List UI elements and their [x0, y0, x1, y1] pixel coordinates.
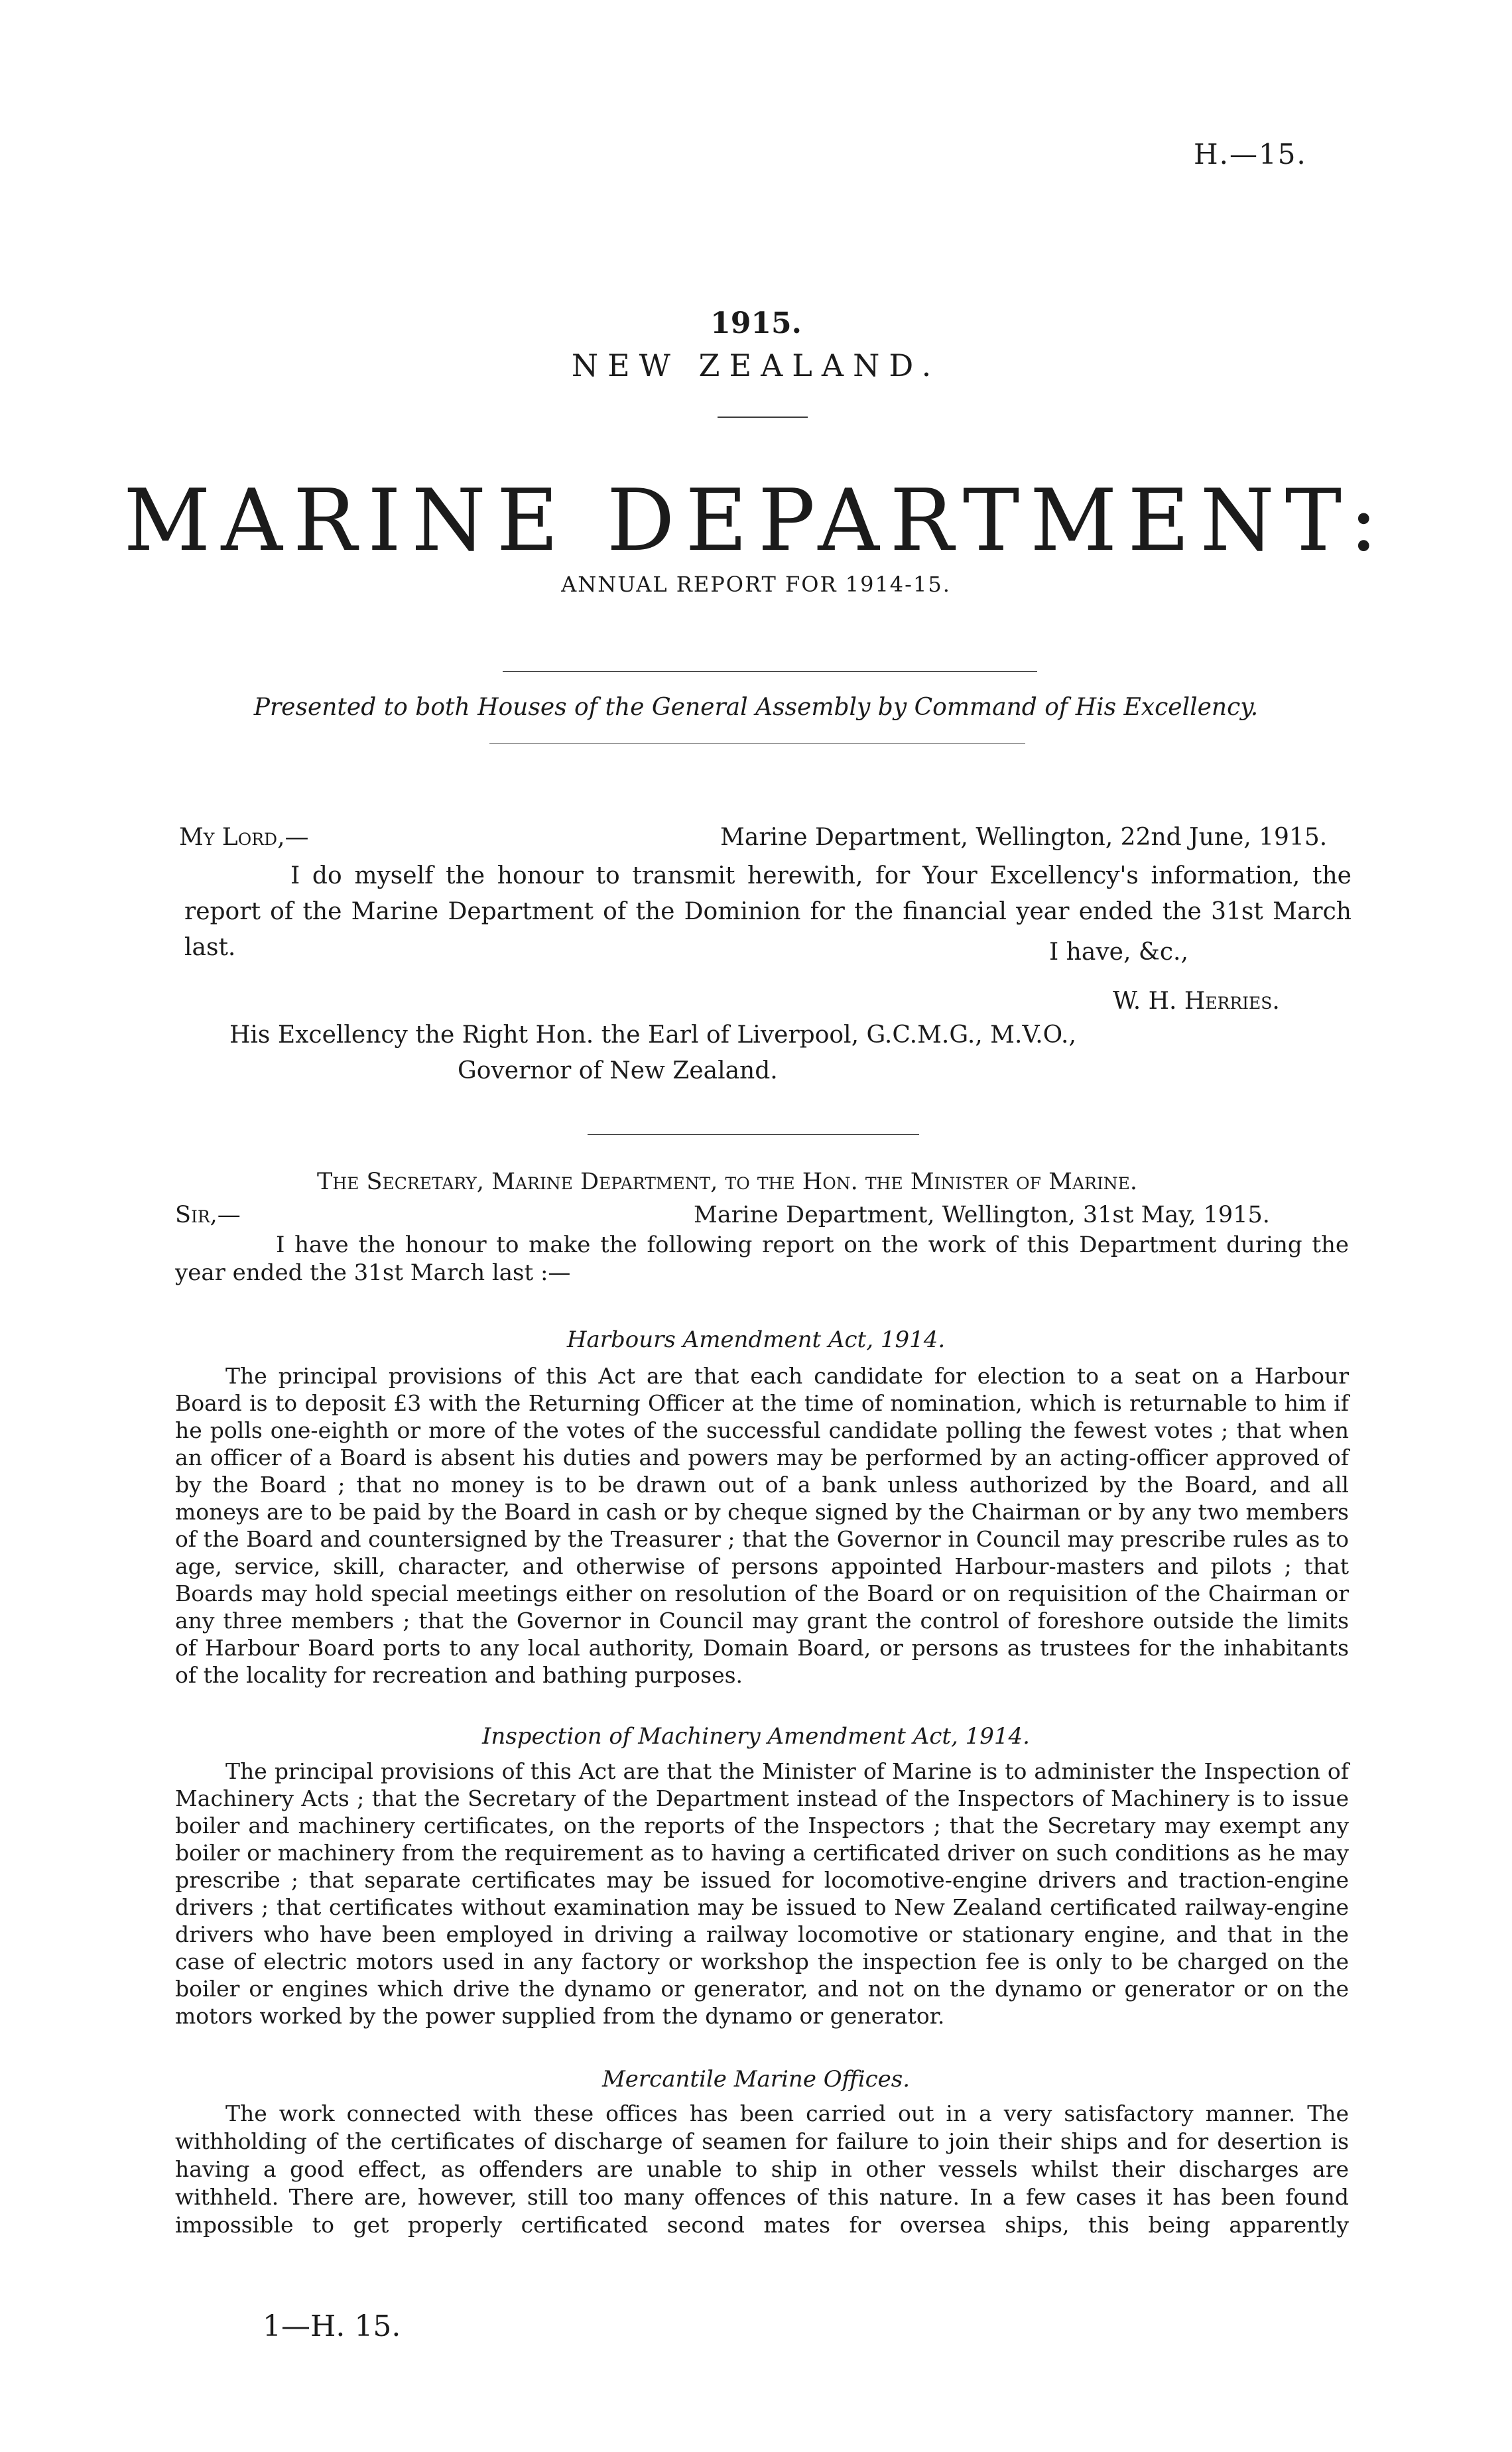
letter1-addressee-title: Governor of New Zealand.: [458, 1057, 778, 1084]
section-body-harbours: The principal provisions of this Act are that each candidate for election to a seat on a Harbour Board is to deposit £3 with the Returning Officer at the time of nomination, which is returnable to him if he polls one-eighth or more of the votes of the successful candidate polling the fewest votes ; that when an officer of a Board is absent his duties and powers may be performed by an acting-officer approved of by the Board ; that no money is to be drawn out of a bank unless authorized by the Board, and all moneys are to be paid by the Board in cash or by cheque signed by the Chairman or by any two members of the Board and countersigned by the Treasurer ; that the Governor in Council may prescribe rules as to age, service, skill, character, and otherwise of persons appointed Harbour-masters and pilots ; that Boards may hold special meetings either on resolution of the Board or on requisition of the Chairman or any three members ; that the Governor in Council may grant the control of foreshore outside the limits of Harbour Board ports to any local authority, Domain Board, or persons as trustees for the inhabitants of the locality for recreation and bathing purposes.: [175, 1363, 1349, 1688]
section-body-machinery: The principal provisions of this Act are that the Minister of Marine is to administer the Inspection of Machinery Acts ; that the Secretary of the Department instead of the Inspectors of Machinery is to issue boiler and machinery certificates, on the reports of the Inspectors ; that the Secretary may exempt any boiler or machinery from the requirement as to having a certificated driver on such conditions as he may prescribe ; that separate certificates may be issued for locomotive-engine drivers and traction-engine drivers ; that certificates without examination may be issued to New Zealand certificated railway-engine drivers who have been employed in driving a railway locomotive or stationary engine, and that in the case of electric motors used in any factory or workshop the inspection fee is only to be charged on the boiler or engines which drive the dynamo or generator, and not on the dynamo or generator or on the motors worked by the power supplied from the dynamo or generator.: [175, 1758, 1349, 2029]
section-body-mercantile: The work connected with these offices has been carried out in a very satisfactory manner. The withholding of the certificates of discharge of seamen for failure to join their ships and for desertion is having a good effect, as offenders are unable to ship in other vessels whilst their discharges are withheld. There are, however, still too many offences of this nature. In a few cases it has been found impossible to get properly certificated second mates for oversea ships, this being apparently: [175, 2100, 1349, 2238]
section-heading-harbours: Harbours Amendment Act, 1914.: [566, 1326, 946, 1353]
report-year: 1915.: [710, 306, 802, 340]
section-heading-machinery: Inspection of Machinery Amendment Act, 1914.: [482, 1723, 1030, 1750]
letter1-place-date: Marine Department, Wellington, 22nd June, 1915.: [720, 824, 1328, 851]
letter2-heading: The Secretary, Marine Department, to the Hon. the Minister of Marine.: [317, 1169, 1137, 1195]
letters-divider: [588, 1134, 919, 1135]
presentation-note: Presented to both Houses of the General Assembly by Command of His Excellency.: [253, 694, 1259, 721]
letter2-place-date: Marine Department, Wellington, 31st May, 1915.: [694, 1202, 1270, 1228]
letter2-salutation: Sir,—: [175, 1202, 241, 1228]
letter1-addressee: His Excellency the Right Hon. the Earl of Liverpool, G.C.M.G., M.V.O.,: [229, 1021, 1076, 1049]
section-heading-mercantile: Mercantile Marine Offices.: [601, 2066, 911, 2093]
letter1-body: I do myself the honour to transmit herewith, for Your Excellency's information, the report of the Marine Department of the Dominion for the financial year ended the 31st March last.: [184, 862, 1352, 961]
letter2-intro: I have the honour to make the following report on the work of this Department during the year ended the 31st March last :—: [175, 1232, 1349, 1286]
letter1-salutation: My Lord,—: [179, 824, 309, 851]
signature-mark: 1—H. 15.: [263, 2309, 401, 2343]
letter1-closing: I have, &c.,: [1049, 938, 1188, 966]
presentation-divider-top: [503, 671, 1037, 672]
title-divider: [718, 417, 808, 418]
letter1-signature: W. H. Herries.: [1113, 988, 1280, 1015]
country-title: NEW ZEALAND.: [571, 348, 941, 383]
report-subtitle: ANNUAL REPORT FOR 1914-15.: [561, 572, 951, 597]
department-title: MARINE DEPARTMENT:: [123, 472, 1389, 570]
page-reference: H.—15.: [1194, 138, 1307, 170]
